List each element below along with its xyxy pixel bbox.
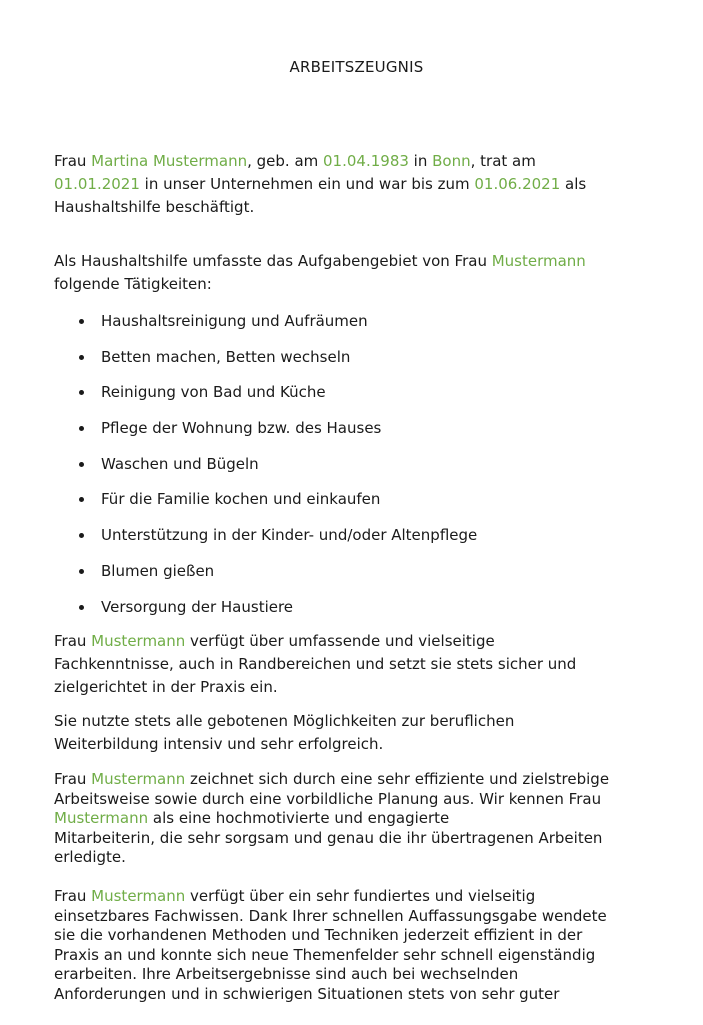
knowledge-text: verfügt über umfassende und vielseitige	[185, 632, 495, 650]
list-item	[54, 596, 477, 632]
list-item	[54, 488, 477, 524]
task-label: Unterstützung in der Kinder- und/oder Altenpflege	[101, 526, 478, 545]
tasks-intro-text: folgende Tätigkeiten:	[54, 275, 212, 293]
intro-text: Frau	[54, 152, 92, 170]
birth-date: 01.04.1983	[323, 152, 409, 170]
training-paragraph	[54, 710, 654, 756]
expertise-text: Frau	[54, 887, 92, 905]
expertise-text: Anforderungen und in schwierigen Situationen stets von sehr guter	[54, 984, 560, 1003]
intro-text: , trat am	[470, 152, 536, 170]
list-item	[54, 524, 477, 560]
employee-name: Martina Mustermann	[91, 152, 248, 170]
task-label: Reinigung von Bad und Küche	[101, 383, 326, 402]
list-item	[54, 453, 477, 489]
work-text: Frau	[54, 770, 92, 788]
task-list	[54, 310, 477, 631]
employee-surname: Mustermann	[91, 770, 186, 788]
tasks-intro-paragraph	[54, 250, 654, 296]
knowledge-text: Fachkenntnisse, auch in Randbereichen und setzt sie stets sicher und	[54, 655, 577, 673]
knowledge-paragraph	[54, 630, 654, 699]
expertise-text: Praxis an und konnte sich neue Themenfelder sehr schnell eigenständig	[54, 945, 596, 964]
list-item	[54, 310, 477, 346]
training-text: Weiterbildung intensiv und sehr erfolgreich.	[54, 735, 384, 753]
end-date: 01.06.2021	[474, 175, 561, 193]
list-item	[54, 346, 477, 382]
task-label: Pflege der Wohnung bzw. des Hauses	[101, 419, 382, 438]
work-style-paragraph	[54, 770, 654, 868]
bullet-icon	[79, 533, 84, 538]
expertise-text: verfügt über ein sehr fundiertes und vielseitig	[185, 887, 536, 905]
expertise-text: erarbeiten. Ihre Arbeitsergebnisse sind auch bei wechselnden	[54, 965, 519, 983]
work-text: erledigte.	[54, 848, 126, 866]
work-text: als eine hochmotivierte und engagierte	[148, 809, 450, 827]
work-text: Arbeitsweise sowie durch eine vorbildliche Planung aus. Wir kennen Frau	[54, 789, 602, 808]
intro-text: in unser Unternehmen ein und war bis zum	[139, 175, 475, 193]
task-label: Für die Familie kochen und einkaufen	[101, 490, 381, 509]
bullet-icon	[79, 569, 84, 574]
birth-place: Bonn	[432, 152, 471, 170]
intro-paragraph	[54, 150, 654, 219]
bullet-icon	[79, 355, 84, 360]
knowledge-text: zielgerichtet in der Praxis ein.	[54, 678, 278, 696]
list-item	[54, 417, 477, 453]
knowledge-text: Frau	[54, 632, 92, 650]
document-title: ARBEITSZEUGNIS	[289, 58, 424, 76]
task-label: Waschen und Bügeln	[101, 454, 259, 473]
employee-surname: Mustermann	[491, 252, 586, 270]
intro-text: , geb. am	[247, 152, 324, 170]
expertise-text: sie die vorhandenen Methoden und Techniken jederzeit effizient in der	[54, 926, 583, 944]
training-text: Sie nutzte stets alle gebotenen Möglichkeiten zur beruflichen	[54, 712, 515, 730]
bullet-icon	[79, 390, 84, 395]
employee-surname: Mustermann	[54, 809, 149, 827]
expertise-text: einsetzbares Fachwissen. Dank Ihrer schnellen Auffassungsgabe wendete	[54, 906, 607, 925]
task-label: Haushaltsreinigung und Aufräumen	[101, 312, 368, 330]
tasks-intro-text: Als Haushaltshilfe umfasste das Aufgabengebiet von Frau	[54, 252, 492, 270]
bullet-icon	[79, 319, 84, 324]
bullet-icon	[79, 462, 84, 467]
intro-text: Haushaltshilfe beschäftigt.	[54, 198, 255, 216]
task-label: Versorgung der Haustiere	[101, 597, 294, 616]
employee-surname: Mustermann	[91, 632, 186, 650]
start-date: 01.01.2021	[54, 175, 140, 193]
list-item	[54, 381, 477, 417]
bullet-icon	[79, 605, 84, 610]
task-label: Betten machen, Betten wechseln	[101, 347, 351, 366]
list-item	[54, 560, 477, 596]
intro-text: in	[408, 152, 433, 170]
intro-text: als	[560, 175, 587, 193]
work-text: zeichnet sich durch eine sehr effiziente und zielstrebige	[185, 770, 610, 788]
employee-surname: Mustermann	[91, 887, 186, 905]
bullet-icon	[79, 426, 84, 431]
work-text: Mitarbeiterin, die sehr sorgsam und genau die ihr übertragenen Arbeiten	[54, 828, 603, 847]
task-label: Blumen gießen	[101, 561, 215, 580]
expertise-paragraph	[54, 887, 654, 1004]
bullet-icon	[79, 497, 84, 502]
